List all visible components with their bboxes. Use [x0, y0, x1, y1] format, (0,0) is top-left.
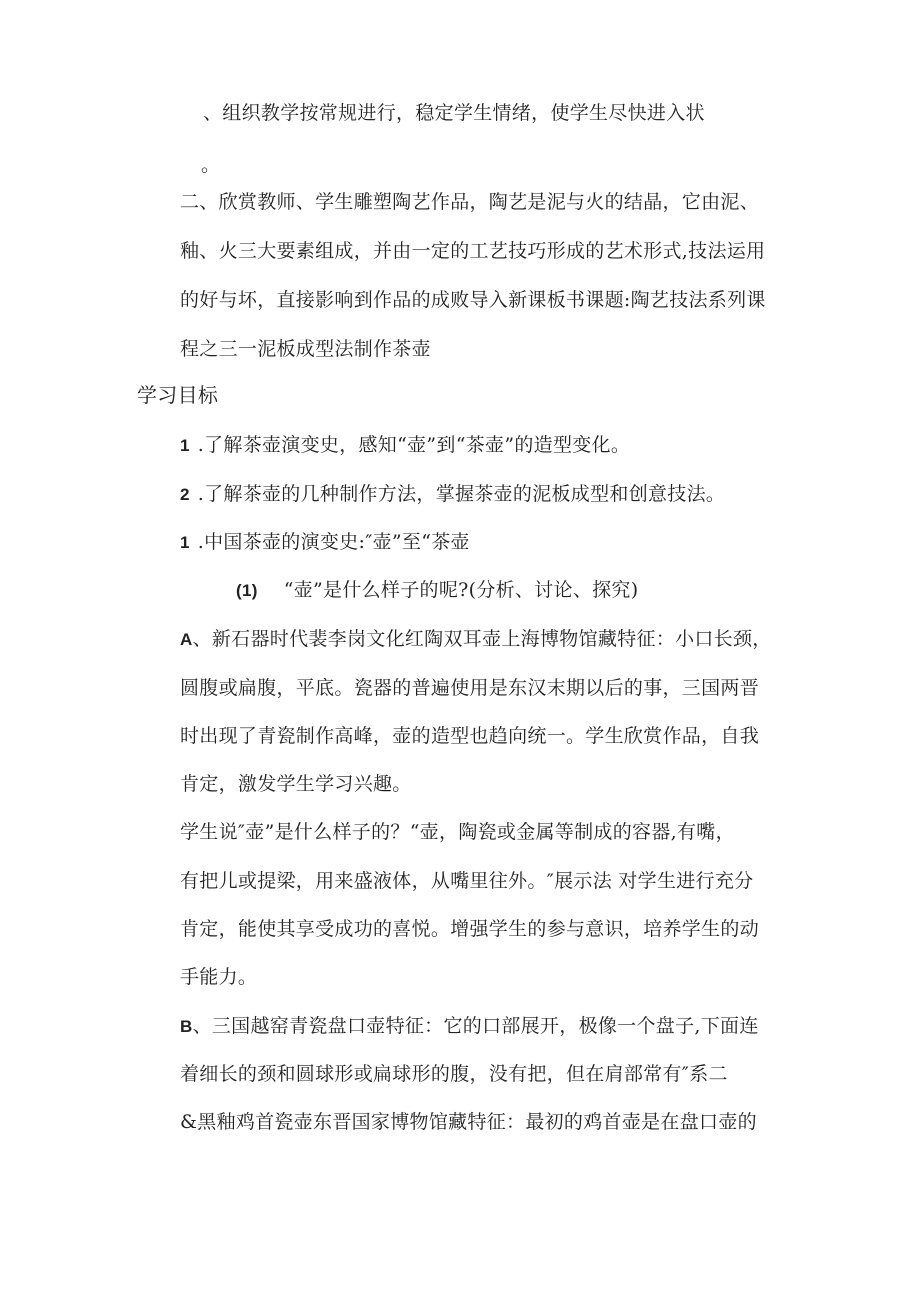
partB-line-2: 着细长的颈和圆球形或扁球形的腹，没有把，但在肩部常有″系二: [180, 1063, 728, 1085]
objective-number: 1: [180, 533, 190, 552]
student-say-line-3: 肯定，能使其享受成功的喜悦。增强学生的参与意识，培养学生的动: [180, 918, 760, 940]
student-say-line-4: 手能力。: [180, 966, 258, 988]
section2-line-1: 二、欣赏教师、学生雕塑陶艺作品，陶艺是泥与火的结晶，它由泥、: [180, 191, 760, 213]
partB-line-3: &黑釉鸡首瓷壶东晋国家博物馆藏特征：最初的鸡首壶是在盘口壶的: [180, 1111, 757, 1133]
section2-line-4: 程之三一泥板成型法制作茶壶: [180, 338, 431, 360]
objective-item-1: [180, 433, 630, 458]
question-number: (1): [236, 581, 258, 600]
partB-marker: B: [180, 1017, 193, 1036]
intro-line-2: 。: [201, 154, 221, 176]
student-say-line-1: 学生说″壶”是什么样子的？“壶，陶瓷或金属等制成的容器,有嘴，: [180, 821, 735, 843]
section2-line-2: 釉、火三大要素组成，并由一定的工艺技巧形成的艺术形式,技法运用: [180, 240, 766, 262]
partB-text: 、三国越窑青瓷盘口壶特征：它的口部展开，极像一个盘子,下面连: [192, 1015, 759, 1037]
student-say-line-2: 有把儿或提梁，用来盛液体，从嘴里往外。″展示法 对学生进行充分: [180, 870, 754, 892]
objective-number: 2: [180, 485, 190, 504]
objective-number: 1: [180, 436, 190, 455]
intro-line-1: 、组织教学按常规进行，稳定学生情绪，使学生尽快进入状: [203, 102, 705, 124]
section2-line-3: 的好与坏，直接影响到作品的成败导入新课板书课题:陶艺技法系列课: [180, 289, 766, 311]
question-line: [236, 578, 638, 603]
objectives-heading: 学习目标: [137, 383, 219, 407]
objective-item-3: [180, 530, 470, 555]
objective-item-2: [180, 482, 725, 507]
partB-line-1: [180, 1014, 759, 1039]
objective-text: .了解茶壶的几种制作方法，掌握茶壶的泥板成型和创意技法。: [197, 483, 726, 505]
partA-line-3: 时出现了青瓷制作高峰，壶的造型也趋向统一。学生欣赏作品，自我: [180, 725, 760, 747]
objective-text: .了解茶壶演变史，感知“壶”到“茶壶”的造型变化。: [197, 434, 631, 456]
partA-marker: A: [180, 630, 193, 649]
question-text: “壶”是什么样子的呢?(分析、讨论、探究): [283, 579, 639, 601]
partA-line-2: 圆腹或扁腹，平底。瓷器的普遍使用是东汉末期以后的事，三国两晋: [180, 677, 760, 699]
objective-text: .中国茶壶的演变史:″壶”至“茶壶: [197, 531, 470, 553]
partA-line-1: [180, 627, 772, 652]
partA-text: 、新石器时代裴李岗文化红陶双耳壶上海博物馆藏特征：小口长颈，: [192, 628, 772, 650]
partA-line-4: 肯定，激发学生学习兴趣。: [180, 773, 412, 795]
